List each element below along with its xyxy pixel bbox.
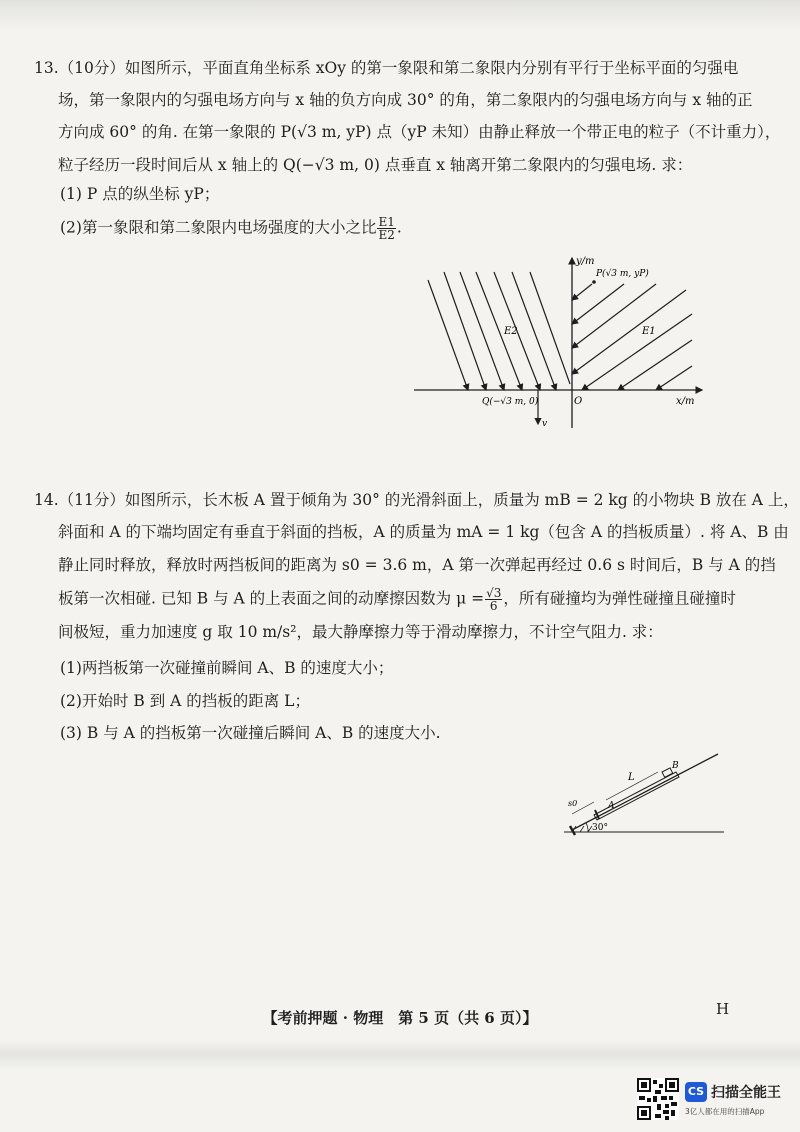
scanner-watermark xyxy=(637,1078,787,1122)
mu-denominator: 6 xyxy=(489,599,498,613)
q14-sub-3: (3) B 与 A 的挡板第一次碰撞后瞬间 A、B 的速度大小. xyxy=(60,724,441,742)
label-s0: s0 xyxy=(568,799,578,808)
paper-code: H xyxy=(716,1000,730,1018)
point-p xyxy=(592,280,596,284)
ratio-numerator: E1 xyxy=(378,215,395,229)
fixed-baffle xyxy=(570,826,575,835)
camscanner-logo-icon: CS xyxy=(685,1082,707,1102)
q14-line-1: 14.（11分）如图所示，长木板 A 置于倾角为 30° 的光滑斜面上，质量为 mB = 2 kg 的小物块 B 放在 A 上， xyxy=(34,491,799,509)
q13-ratio-fraction xyxy=(377,216,395,241)
q13-line-3: 方向成 60° 的角. 在第一象限的 P(√3 m, yP) 点（yP 未知）由静止释放一个带正电的粒子（不计重力）， xyxy=(58,123,781,141)
figure-electric-field xyxy=(410,252,710,432)
mu-numerator: √3 xyxy=(486,586,502,600)
page-footer: 【考前押题 · 物理 第 5 页（共 6 页）】 xyxy=(262,1009,538,1027)
label-a: A xyxy=(608,801,615,811)
q14-line-4-text: 板第一次相碰. 已知 B 与 A 的上表面之间的动摩擦因数为 μ = xyxy=(58,589,485,608)
angle-arc xyxy=(586,823,588,832)
point-q-label: Q(−√3 m, 0) xyxy=(482,397,539,407)
q14-sub-1: (1)两挡板第一次碰撞前瞬间 A、B 的速度大小； xyxy=(60,659,394,677)
ratio-denominator: E2 xyxy=(378,228,395,242)
origin-label: O xyxy=(574,396,583,407)
field-e1-label: E1 xyxy=(642,326,656,337)
q13-line-2: 场，第一象限内的匀强电场方向与 x 轴的负方向成 30° 的角，第二象限内的匀强电场方向与 x 轴的正 xyxy=(58,91,753,109)
field-lines-quadrant-2 xyxy=(428,272,570,390)
q14-line-5: 间极短，重力加速度 g 取 10 m/s²，最大静摩擦力等于滑动摩擦力，不计空气阻力. 求： xyxy=(58,623,663,641)
q13-sub-2-text: (2)第一象限和第二象限内电场强度的大小之比 xyxy=(60,218,377,237)
field-lines-quadrant-1 xyxy=(572,284,692,390)
x-axis-label: x/m xyxy=(676,396,695,407)
figure-incline xyxy=(558,752,728,842)
scanner-app-name: 扫描全能王 xyxy=(711,1085,781,1101)
q14-line-2: 斜面和 A 的下端均固定有垂直于斜面的挡板，A 的质量为 mA = 1 kg（包含 A 的挡板质量）. 将 A、B 由 xyxy=(58,523,789,541)
scanner-slogan: 3亿人都在用的扫描App xyxy=(685,1107,765,1116)
mu-fraction xyxy=(485,587,502,612)
label-l: L xyxy=(628,772,635,783)
q13-sub-2-end: . xyxy=(396,218,402,237)
qr-code-icon xyxy=(637,1078,679,1120)
scan-shadow-bottom xyxy=(0,1040,800,1070)
field-e2-label: E2 xyxy=(504,326,518,337)
q13-sub-2 xyxy=(60,216,402,241)
q14-sub-2: (2)开始时 B 到 A 的挡板的距离 L； xyxy=(60,692,310,710)
scan-shadow-top xyxy=(0,0,800,30)
incline-surface xyxy=(572,754,718,830)
y-axis-label: y/m xyxy=(576,256,595,267)
label-b: B xyxy=(672,761,679,771)
velocity-label: v xyxy=(542,419,548,429)
point-p-label: P(√3 m, yP) xyxy=(596,269,649,279)
label-angle: 30° xyxy=(592,823,608,833)
q14-line-4-end: ，所有碰撞均为弹性碰撞且碰撞时 xyxy=(503,589,736,608)
q13-sub-1: (1) P 点的纵坐标 yP； xyxy=(60,185,220,203)
q14-line-3: 静止同时释放，释放时两挡板间的距离为 s0 = 3.6 m，A 第一次弹起再经过 0.6 s 时间后，B 与 A 的挡 xyxy=(58,556,776,574)
q14-line-4 xyxy=(58,587,736,612)
q13-line-1: 13.（10分）如图所示，平面直角坐标系 xOy 的第一象限和第二象限内分别有平行于坐标平面的匀强电 xyxy=(34,59,739,77)
q13-line-4: 粒子经历一段时间后从 x 轴上的 Q(−√3 m, 0) 点垂直 x 轴离开第二象限内的匀强电场. 求： xyxy=(58,156,693,174)
